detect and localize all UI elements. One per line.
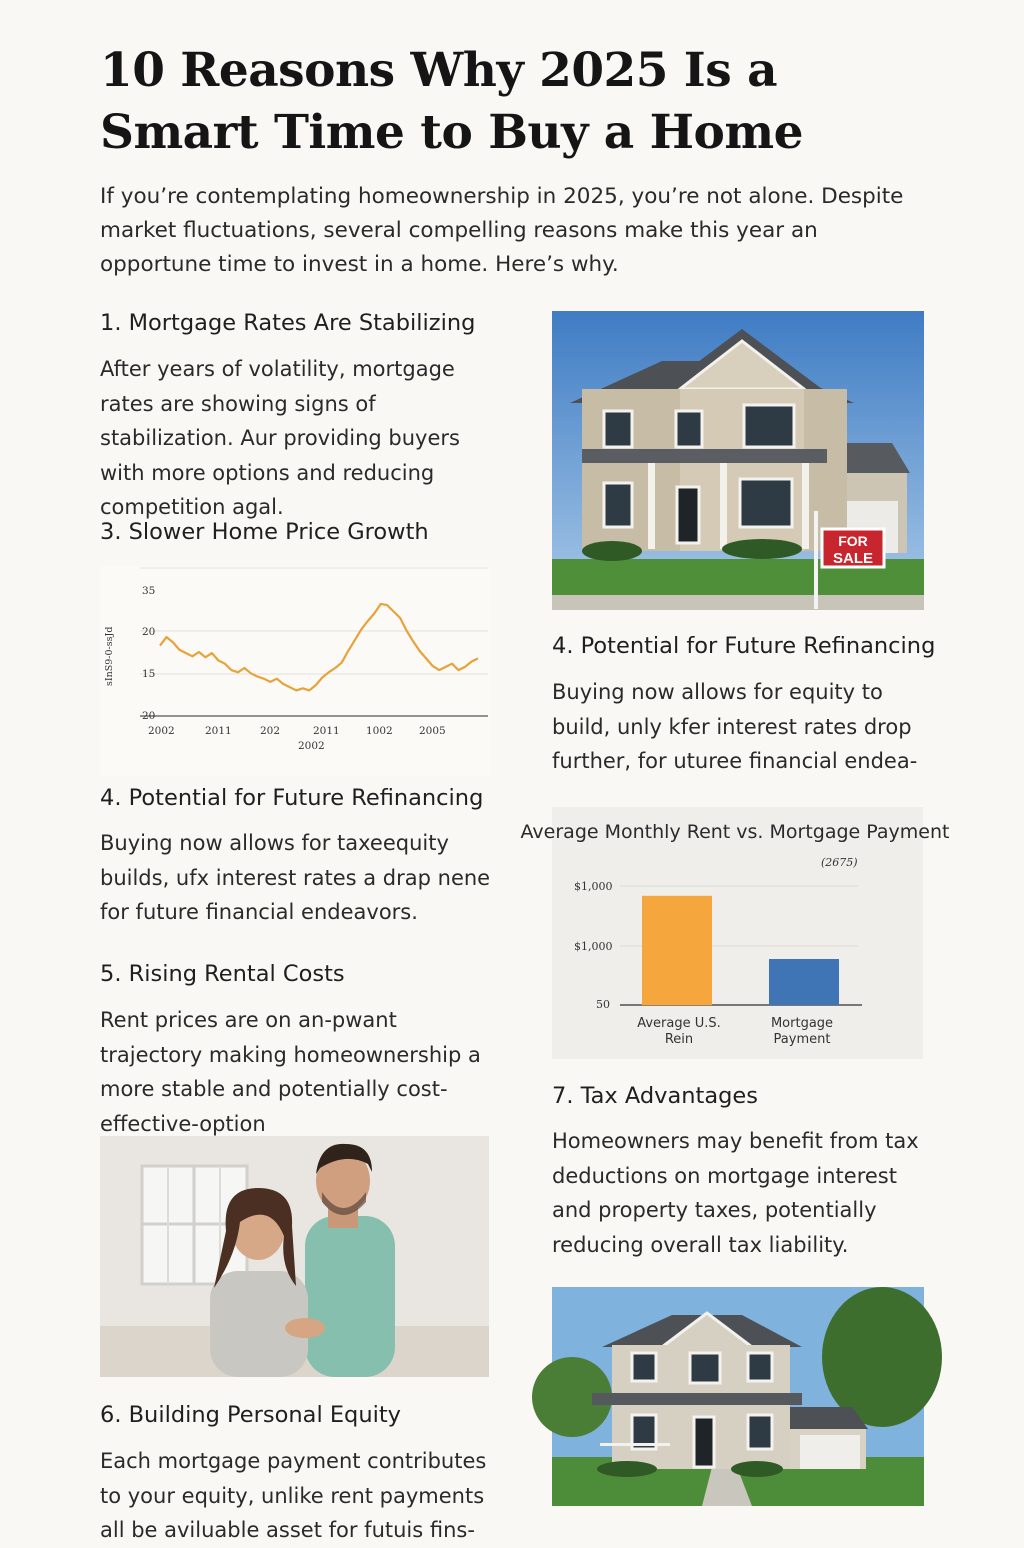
section-heading-refinancing-left: 4. Potential for Future Refinancing xyxy=(100,785,484,811)
x-tick-label: 2011 xyxy=(313,725,340,737)
section-body-refinancing-left: Buying now allows for taxeequity builds, ufx interest rates a drap nene for future financial endeavors. xyxy=(100,831,491,924)
section-body-tax-advantages: Homeowners may benefit from tax deductions on mortgage interest and property taxes, potentially reducing overall tax liability. xyxy=(552,1129,919,1257)
x-tick-label: 2011 xyxy=(205,725,232,737)
x-tick-label: 2005 xyxy=(419,725,446,737)
x-axis-label: 2002 xyxy=(298,740,325,752)
section-body-refinancing-right: Buying now allows for equity to build, unly kfer interest rates drop further, for uturee financial endea- xyxy=(552,680,918,773)
price-growth-chart-svg xyxy=(100,566,490,776)
x-tick-label: 1002 xyxy=(366,725,393,737)
rent-vs-mortgage-chart xyxy=(520,807,950,1059)
y-tick-label: 35 xyxy=(142,585,156,597)
house-illustration xyxy=(552,1287,924,1506)
section-body-rental-costs: Rent prices are on an-pwant trajectory making homeownership a more stable and potentially cost-effective-option xyxy=(100,1008,481,1136)
y-tick-label: $1,000 xyxy=(574,880,613,893)
section-heading-refinancing-right: 4. Potential for Future Refinancing xyxy=(552,633,936,659)
sign-text-line1: FOR xyxy=(838,533,868,549)
suburban-house-photo xyxy=(552,1287,924,1506)
category-label: Mortgage xyxy=(770,1016,834,1031)
price-growth-chart xyxy=(100,566,490,776)
price-growth-series-line xyxy=(160,604,478,690)
article-title: 10 Reasons Why 2025 Is a Smart Time to Buy a Home xyxy=(100,43,803,160)
y-tick-label: 15 xyxy=(142,668,156,680)
section-body-personal-equity: Each mortgage payment contributes to your equity, unlike rent payments all be aviluable asset for futuis fins- xyxy=(100,1449,487,1542)
sign-text-line2: SALE xyxy=(832,550,874,567)
section-body-mortgage-rates: After years of volatility, mortgage rates are showing signs of stabilization. Aur providing buyers with more options and reducing competition agal. xyxy=(100,357,460,519)
section-heading-mortgage-rates: 1. Mortgage Rates Are Stabilizing xyxy=(100,310,476,336)
section-heading-personal-equity: 6. Building Personal Equity xyxy=(100,1402,401,1428)
rent-vs-mortgage-chart-svg xyxy=(520,807,950,1059)
y-tick-label: 50 xyxy=(596,998,610,1011)
house-for-sale-photo xyxy=(552,311,924,610)
section-heading-price-growth: 3. Slower Home Price Growth xyxy=(100,519,429,545)
chart-title: Average Monthly Rent vs. Mortgage Payment xyxy=(520,821,950,843)
bar-mortgage-payment xyxy=(769,959,839,1005)
category-label: Payment xyxy=(773,1032,831,1047)
article-intro: If you’re contemplating homeownership in 2025, you’re not alone. Despite market fluctuations, several compelling reasons make this year an opportune time to invest in a home. Here’s why. xyxy=(100,184,904,277)
couple-photo xyxy=(100,1136,489,1377)
couple-illustration xyxy=(100,1136,489,1377)
x-tick-label: 2002 xyxy=(148,725,175,737)
y-tick-label: 20 xyxy=(142,710,156,722)
section-heading-tax-advantages: 7. Tax Advantages xyxy=(552,1083,758,1109)
category-label: Average U.S. xyxy=(637,1016,721,1031)
section-heading-rental-costs: 5. Rising Rental Costs xyxy=(100,961,345,987)
chart-title-suffix: (2675) xyxy=(821,856,858,869)
x-tick-label: 202 xyxy=(260,725,281,737)
house-illustration xyxy=(552,311,924,610)
y-axis-label: sInS9-0-ssJd xyxy=(104,626,115,686)
y-tick-label: 20 xyxy=(142,626,156,638)
y-tick-label: $1,000 xyxy=(574,940,613,953)
category-label: Rein xyxy=(664,1032,694,1047)
bar-average-rent xyxy=(642,896,712,1005)
